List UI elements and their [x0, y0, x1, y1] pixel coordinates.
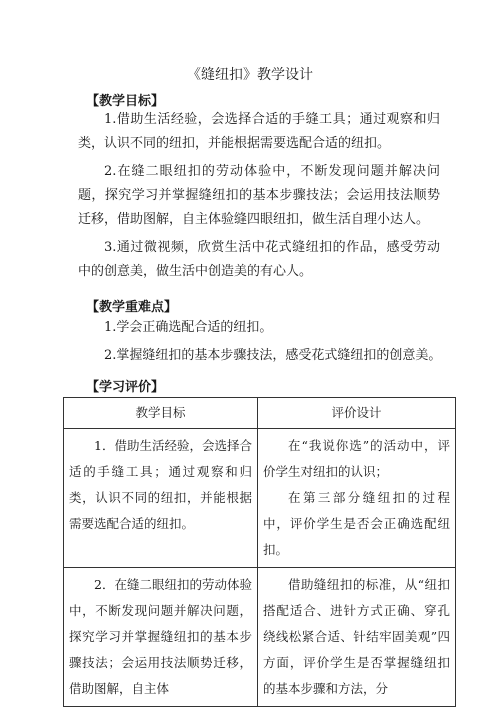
table-header-row	[64, 398, 456, 429]
cell-text: 在“我说你选”的活动中，评价学生对纽扣的认识；	[263, 438, 450, 479]
table-cell-design	[258, 429, 456, 568]
goal-paragraph-1: 1.借助生活经验，会选择合适的手缝工具；通过观察和归类，认识不同的纽扣，并能根据需要选配合适的纽扣。	[78, 112, 440, 151]
key-point-2: 2.掌握缝纽扣的基本步骤技法，感受花式缝纽扣的创意美。	[104, 348, 442, 363]
evaluation-table	[63, 397, 456, 707]
cell-text: 在第三部分缝纽扣的过程中，评价学生是否会正确选配纽扣。	[263, 490, 450, 557]
document-title: 《缝纽扣》教学设计	[187, 67, 313, 83]
table-cell-goal	[64, 429, 258, 568]
table-row	[64, 568, 456, 707]
table-header-design: 评价设计	[258, 398, 456, 429]
table-row	[64, 429, 456, 568]
cell-text: 1．借助生活经验，会选择合适的手缝工具；通过观察和归类，认识不同的纽扣，并能根据需要选配合适的纽扣。	[69, 438, 252, 531]
cell-text: 借助缝纽扣的标准，从“纽扣搭配适合、进针方式正确、穿孔绕线松紧合适、针结牢固美观”四方面，评价学生是否掌握缝纽扣的基本步骤和方法，分	[263, 577, 450, 696]
cell-text: 2．在缝二眼纽扣的劳动体验中，不断发现问题并解决问题，探究学习并掌握缝纽扣的基本步骤技法；会运用技法顺势迁移，借助图解，自主体	[69, 577, 252, 696]
table-cell-goal	[64, 568, 258, 707]
table-cell-design	[258, 568, 456, 707]
goal-paragraph-3: 3.通过微视频，欣赏生活中花式缝纽扣的作品，感受劳动中的创意美，做生活中创造美的有心人。	[78, 240, 440, 279]
goal-paragraph-2: 2.在缝二眼纽扣的劳动体验中，不断发现问题并解决问题，探究学习并掌握缝纽扣的基本步骤技法；会运用技法顺势迁移，借助图解，自主体验缝四眼纽扣，做生活自理小达人。	[78, 164, 440, 227]
heading-teaching-goals: 【教学目标】	[86, 94, 165, 109]
key-point-1: 1.学会正确选配合适的纽扣。	[104, 320, 273, 335]
heading-key-points: 【教学重难点】	[86, 300, 178, 315]
table-header-goal: 教学目标	[64, 398, 258, 429]
heading-learning-evaluation: 【学习评价】	[86, 380, 165, 395]
